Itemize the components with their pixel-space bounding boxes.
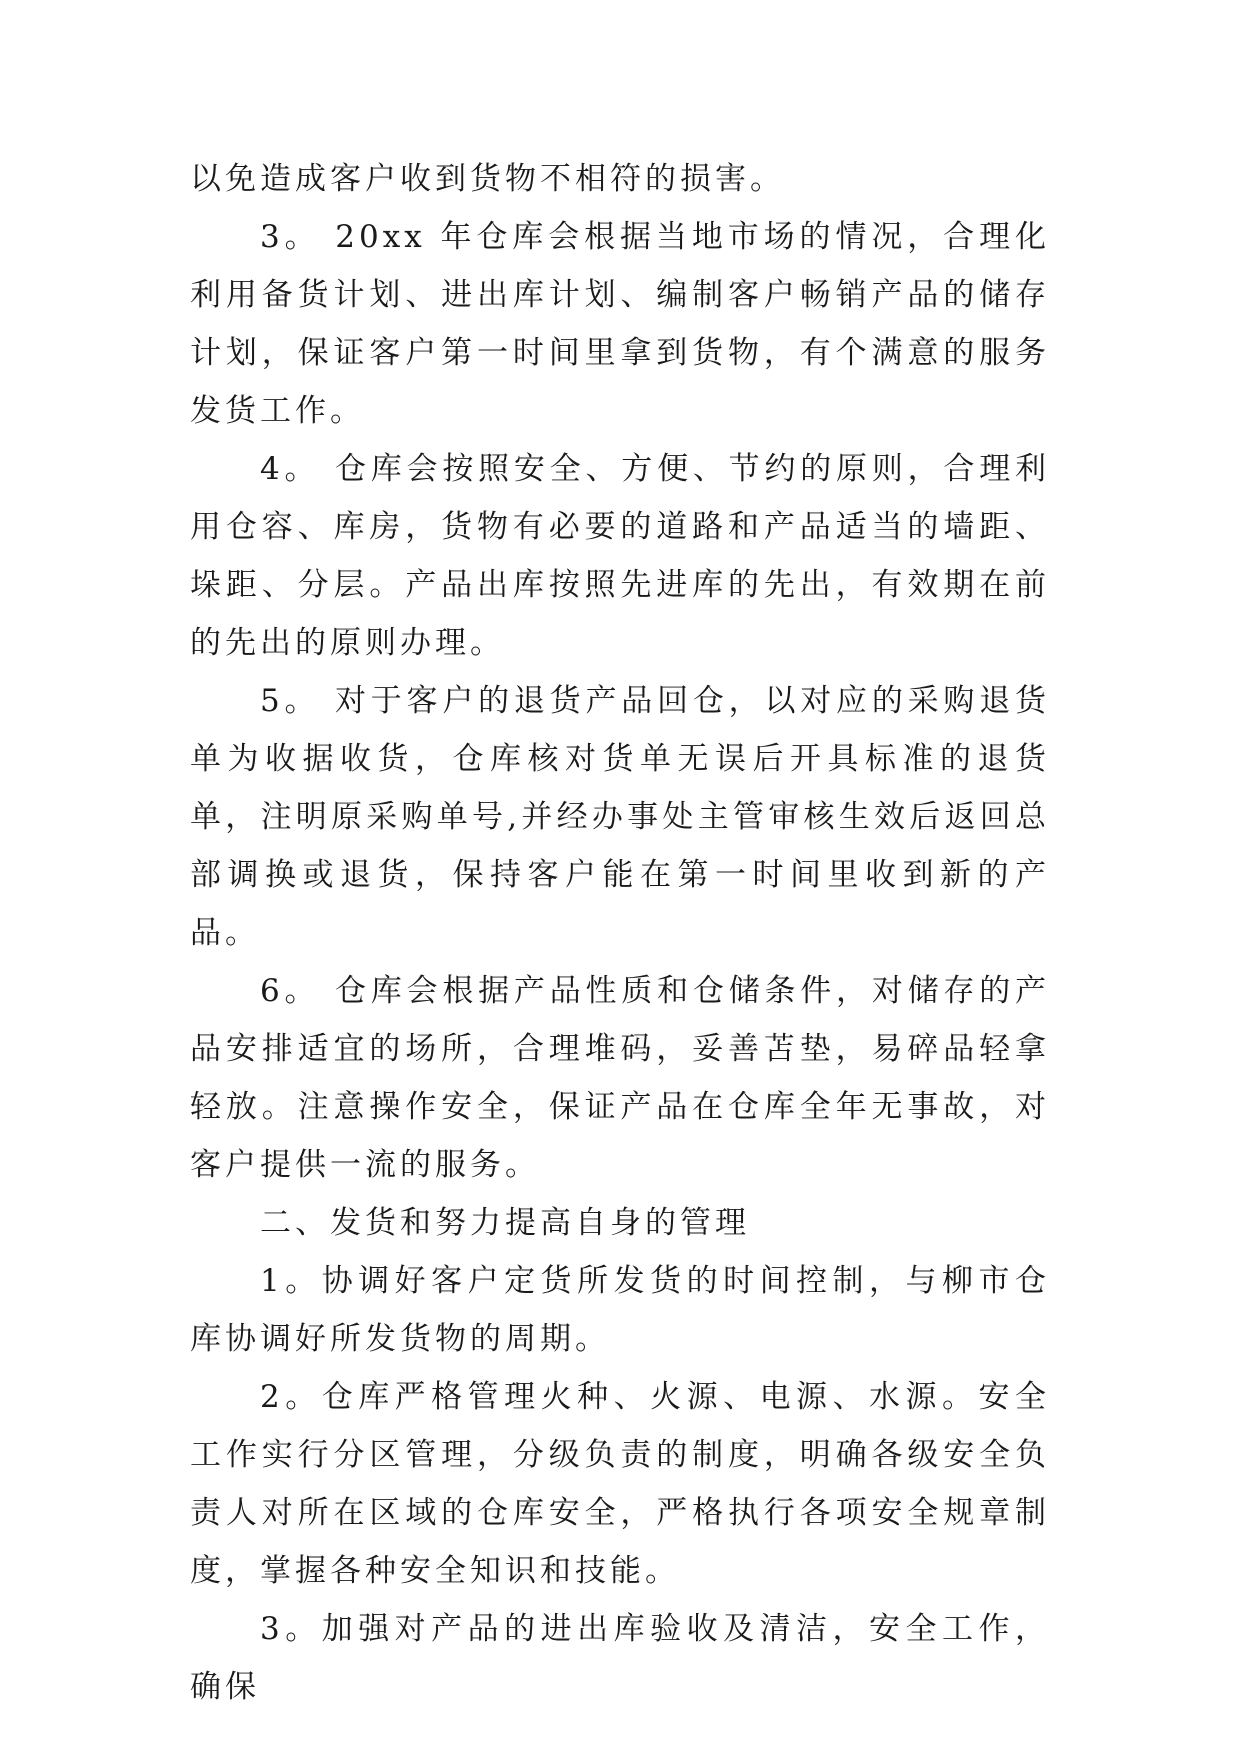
- section-heading: 二、发货和努力提高自身的管理: [260, 1205, 750, 1241]
- document-page: [190, 150, 1050, 1716]
- paragraph-5: 6。 仓库会根据产品性质和仓储条件，对储存的产品安排适宜的场所，合理堆码，妥善苫垫，易碎品轻拿轻放。注意操作安全，保证产品在仓库全年无事故，对客户提供一流的服务。: [190, 973, 1050, 1183]
- paragraph-6: 1。协调好客户定货所发货的时间控制，与柳市仓库协调好所发货物的周期。: [190, 1263, 1050, 1357]
- paragraph-3: 4。 仓库会按照安全、方便、节约的原则，合理利用仓容、库房，货物有必要的道路和产品适当的墙距、垛距、分层。产品出库按照先进库的先出，有效期在前的先出的原则办理。: [190, 451, 1050, 661]
- paragraph-2: 3。 20xx 年仓库会根据当地市场的情况，合理化利用备货计划、进出库计划、编制客户畅销产品的储存计划，保证客户第一时间里拿到货物，有个满意的服务发货工作。: [190, 219, 1050, 429]
- paragraph-7: 2。仓库严格管理火种、火源、电源、水源。安全工作实行分区管理，分级负责的制度，明确各级安全负责人对所在区域的仓库安全，严格执行各项安全规章制度，掌握各种安全知识和技能。: [190, 1379, 1050, 1589]
- paragraph-1: 以免造成客户收到货物不相符的损害。: [190, 161, 785, 197]
- paragraph-8: 3。加强对产品的进出库验收及清洁，安全工作，确保: [190, 1611, 1050, 1705]
- paragraph-4: 5。 对于客户的退货产品回仓，以对应的采购退货单为收据收货，仓库核对货单无误后开具标准的退货单，注明原采购单号,并经办事处主管审核生效后返回总部调换或退货，保持客户能在第一时间里收到新的产品。: [190, 683, 1050, 951]
